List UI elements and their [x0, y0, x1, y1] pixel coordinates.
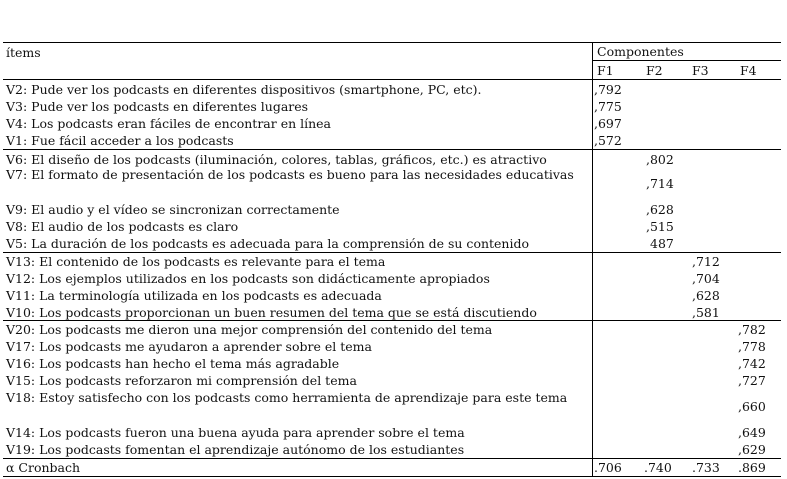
group-rule	[3, 149, 781, 150]
loading-value: ,628	[646, 202, 674, 217]
cronbach-label: α Cronbach	[6, 460, 81, 475]
loading-value: ,712	[692, 254, 720, 269]
loading-value: ,704	[692, 271, 720, 286]
cronbach-f4: .869	[738, 460, 766, 475]
table-row-item: V8: El audio de los podcasts es claro	[6, 219, 239, 234]
column-separator	[592, 42, 593, 476]
table-row-item: V2: Pude ver los podcasts en diferentes dispositivos (smartphone, PC, etc).	[6, 82, 482, 97]
table-row-item: V11: La terminología utilizada en los podcasts es adecuada	[6, 288, 382, 303]
loading-value: ,778	[738, 339, 766, 354]
loading-value: ,660	[738, 399, 766, 414]
table-row-item: V19: Los podcasts fomentan el aprendizaje autónomo de los estudiantes	[6, 442, 465, 457]
table-row-item: V3: Pude ver los podcasts en diferentes lugares	[6, 99, 309, 114]
table-row-item: V13: El contenido de los podcasts es relevante para el tema	[6, 254, 386, 269]
factor-header-f2: F2	[646, 63, 663, 78]
bottom-rule	[3, 476, 781, 477]
loading-value: ,629	[738, 442, 766, 457]
loading-value: ,572	[594, 133, 622, 148]
table-row-item: V14: Los podcasts fueron una buena ayuda para aprender sobre el tema	[6, 425, 465, 440]
factor-header-f1: F1	[597, 63, 614, 78]
table-row-item: V1: Fue fácil acceder a los podcasts	[6, 133, 234, 148]
loading-value: ,775	[594, 99, 622, 114]
components-underline	[592, 60, 781, 61]
loading-value: 487	[650, 236, 674, 251]
table-row-item: V5: La duración de los podcasts es adecuada para la comprensión de su contenido	[6, 236, 530, 251]
loading-value: ,581	[692, 305, 720, 320]
table-row-item: V16: Los podcasts han hecho el tema más agradable	[6, 356, 340, 371]
loading-value: ,782	[738, 322, 766, 337]
loading-value: ,792	[594, 82, 622, 97]
loading-value: ,727	[738, 373, 766, 388]
table-row-item: V12: Los ejemplos utilizados en los podcasts son didácticamente apropiados	[6, 271, 490, 286]
cronbach-f3: .733	[692, 460, 720, 475]
loading-value: ,742	[738, 356, 766, 371]
table-row-item: V15: Los podcasts reforzaron mi comprensión del tema	[6, 373, 357, 388]
loading-value: ,802	[646, 152, 674, 167]
table-row-item: V18: Estoy satisfecho con los podcasts como herramienta de aprendizaje para este tema	[6, 390, 568, 405]
table-row-item: V4: Los podcasts eran fáciles de encontrar en línea	[6, 116, 332, 131]
loading-value: ,649	[738, 425, 766, 440]
loading-value: ,714	[646, 176, 674, 191]
loading-value: ,628	[692, 288, 720, 303]
table-row-item: V9: El audio y el vídeo se sincronizan correctamente	[6, 202, 340, 217]
table-row-item: V10: Los podcasts proporcionan un buen resumen del tema que se está discutiendo	[6, 305, 537, 320]
table-row-item: V20: Los podcasts me dieron una mejor comprensión del contenido del tema	[6, 322, 493, 337]
table-row-item: V17: Los podcasts me ayudaron a aprender sobre el tema	[6, 339, 372, 354]
table-row-item: V6: El diseño de los podcasts (iluminación, colores, tablas, gráficos, etc.) es atractivo	[6, 152, 547, 167]
factor-header-f4: F4	[740, 63, 757, 78]
cronbach-f1: .706	[594, 460, 622, 475]
components-header: Componentes	[597, 44, 684, 59]
items-header: ítems	[6, 45, 41, 60]
cronbach-f2: .740	[644, 460, 672, 475]
loading-value: ,515	[646, 219, 674, 234]
factor-header-f3: F3	[692, 63, 709, 78]
header-rule	[3, 79, 781, 80]
loading-value: ,697	[594, 116, 622, 131]
table-row-item: V7: El formato de presentación de los podcasts es bueno para las necesidades educativas	[6, 167, 574, 182]
